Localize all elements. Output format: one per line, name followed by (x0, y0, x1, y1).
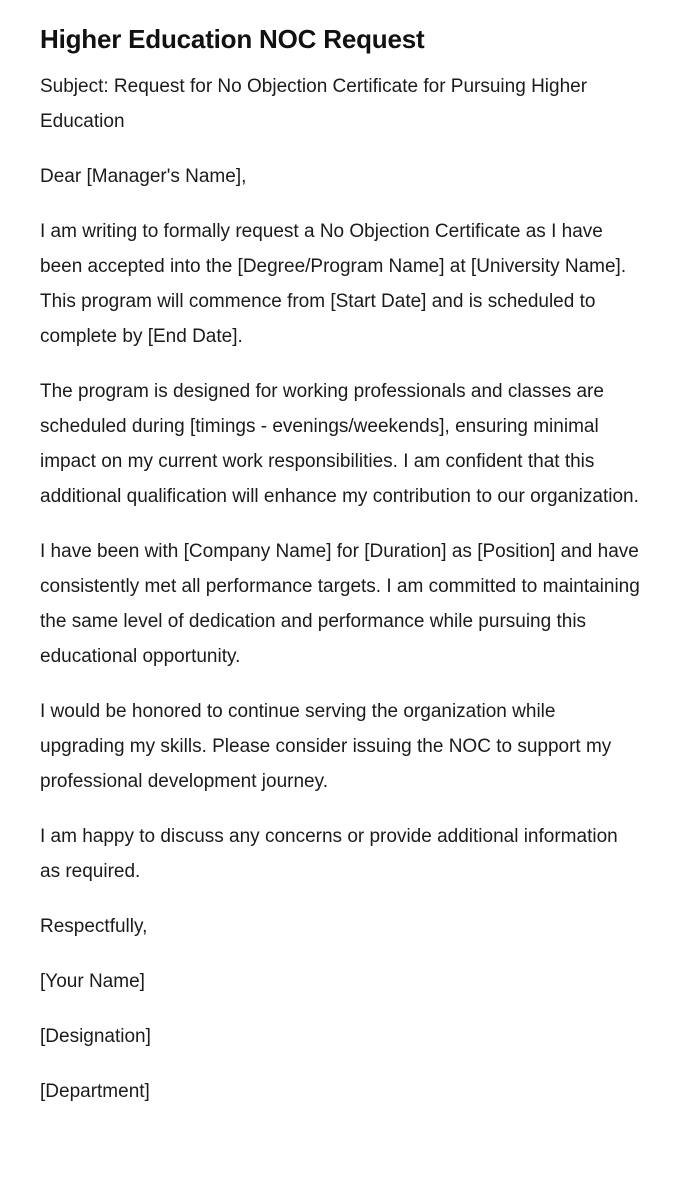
signature-designation: [Designation] (40, 1026, 151, 1047)
body-paragraph: I am writing to formally request a No Objection Certificate as I have been accepted into the [Degree/Program Name] at [University Name]. This program will commence from [Start Date] and is scheduled to complete by [End Date]. (40, 221, 627, 347)
salutation: Dear [Manager's Name], (40, 166, 247, 187)
closing-salutation: Respectfully, (40, 916, 148, 937)
signature-department: [Department] (40, 1081, 150, 1102)
body-paragraph: The program is designed for working professionals and classes are scheduled during [timings - evenings/weekends], ensuring minimal impact on my current work responsibilities. I am confident that this additional qualification will enhance my contribution to our organization. (40, 381, 639, 507)
signature-name: [Your Name] (40, 971, 145, 992)
page-title: Higher Education NOC Request (40, 24, 425, 54)
body-paragraph: I am happy to discuss any concerns or provide additional information as required. (40, 826, 618, 882)
body-paragraph: I would be honored to continue serving the organization while upgrading my skills. Please consider issuing the NOC to support my professional development journey. (40, 701, 612, 792)
body-paragraph: I have been with [Company Name] for [Duration] as [Position] and have consistently met all performance targets. I am committed to maintaining the same level of dedication and performance while pursuing this educational opportunity. (40, 541, 640, 667)
subject-line: Subject: Request for No Objection Certificate for Pursuing Higher Education (40, 76, 588, 132)
